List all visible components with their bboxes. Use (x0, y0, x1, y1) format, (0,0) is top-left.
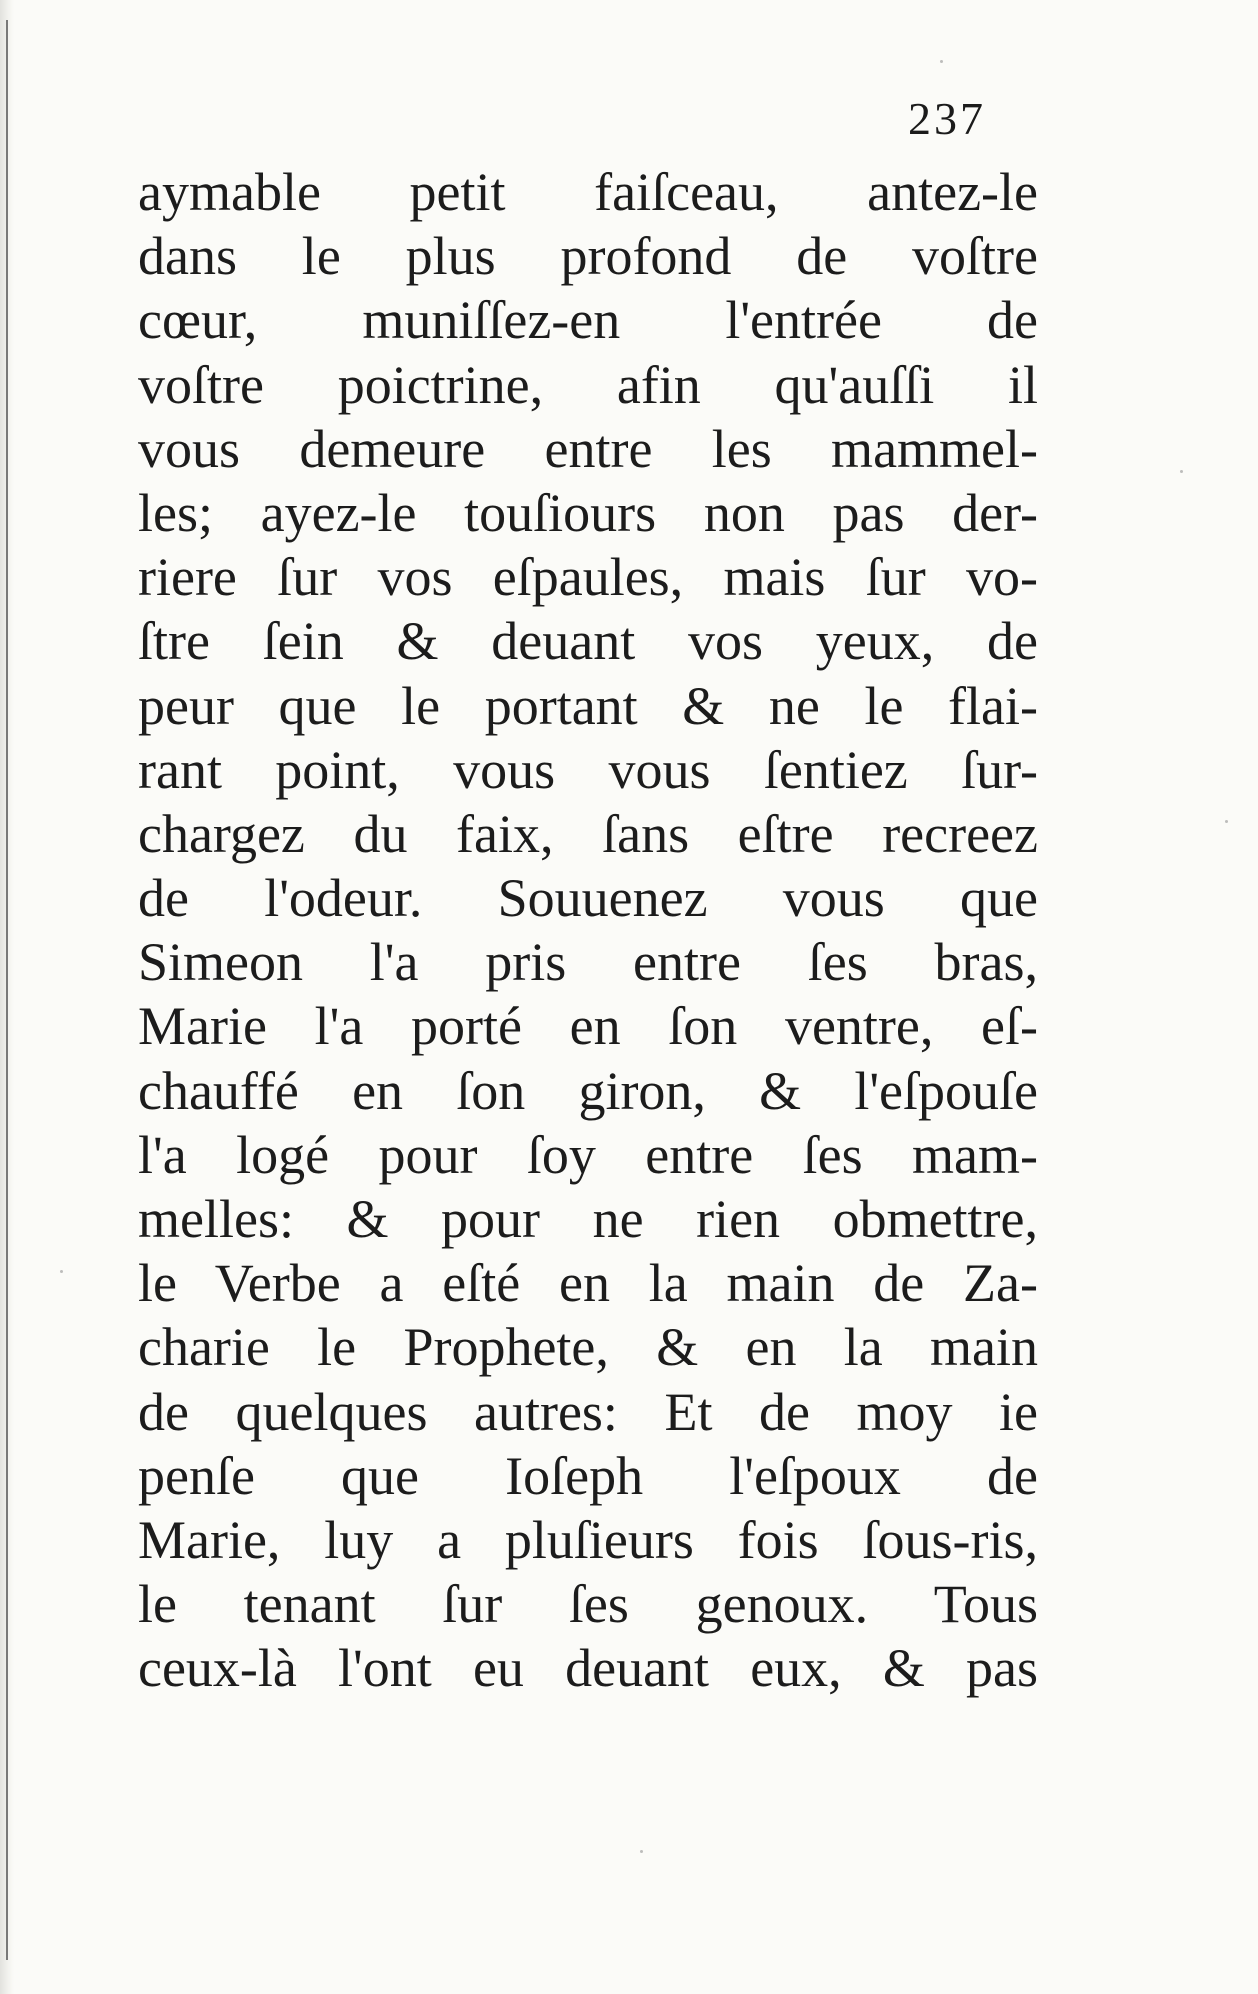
text-line: aymable petit faiſceau, antez-le (138, 162, 1038, 222)
text-line: ceux-là l'ont eu deuant eux, & pas (138, 1638, 1038, 1699)
page-gutter-line (6, 20, 8, 1960)
paper-speck (1225, 820, 1228, 823)
page-number: 237 (908, 93, 986, 144)
text-line: chauffé en ſon giron, & l'eſpouſe (138, 1060, 1038, 1121)
text-line: Simeon l'a pris entre ſes bras, (138, 932, 1038, 993)
text-line: de quelques autres: Et de moy ie (138, 1381, 1038, 1442)
text-line: dans le plus profond de voſtre (138, 226, 1038, 287)
text-line: melles: & pour ne rien obmettre, (138, 1189, 1038, 1249)
text-line: de l'odeur. Souuenez vous que (138, 868, 1038, 929)
text-line: peur que le portant & ne le flai- (138, 675, 1038, 736)
text-line: l'a logé pour ſoy entre ſes mam- (138, 1124, 1038, 1185)
text-line: penſe que Ioſeph l'eſpoux de (138, 1445, 1038, 1506)
paper-speck (940, 60, 943, 63)
text-line: le tenant ſur ſes genoux. Tous (138, 1574, 1038, 1635)
text-line: ſtre ſein & deuant vos yeux, de (138, 611, 1038, 672)
text-line: voſtre poictrine, afin qu'auſſi il (138, 354, 1038, 415)
paper-speck (1180, 470, 1183, 473)
text-line: le Verbe a eſté en la main de Za- (138, 1253, 1038, 1314)
paper-speck (60, 1270, 63, 1273)
text-line: chargez du faix, ſans eſtre recreez (138, 803, 1038, 864)
body-text (138, 160, 1038, 1701)
text-line: rant point, vous vous ſentiez ſur- (138, 739, 1038, 800)
text-line: Marie, luy a pluſieurs fois ſous-ris, (138, 1509, 1038, 1570)
text-line: cœur, muniſſez-en l'entrée de (138, 290, 1038, 351)
text-line: riere ſur vos eſpaules, mais ſur vo- (138, 547, 1038, 608)
text-line: les; ayez-le touſiours non pas der- (138, 482, 1038, 543)
text-line: vous demeure entre les mammel- (138, 418, 1038, 479)
paper-speck (640, 1850, 643, 1853)
text-line: charie le Prophete, & en la main (138, 1317, 1038, 1378)
text-line: Marie l'a porté en ſon ventre, eſ- (138, 996, 1038, 1057)
